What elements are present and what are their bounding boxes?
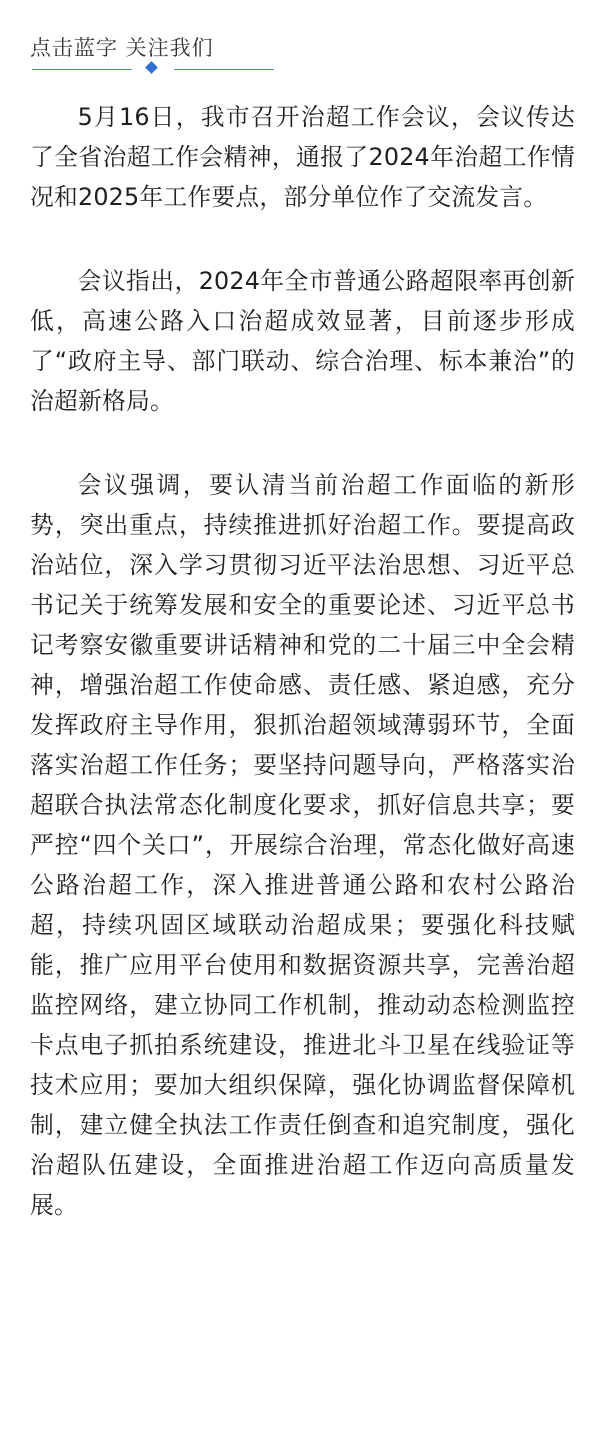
article-paragraph-1: 5月16日，我市召开治超工作会议，会议传达了全省治超工作会精神，通报了2024年治超工作情况和2025年工作要点，部分单位作了交流发言。 xyxy=(30,103,575,211)
divider-line-left xyxy=(32,69,132,70)
diamond-icon xyxy=(145,61,158,74)
follow-us-text[interactable]: 点击蓝字 关注我们 xyxy=(30,36,214,60)
divider-line-right xyxy=(174,69,274,70)
article-paragraph-3: 会议强调，要认清当前治超工作面临的新形势，突出重点，持续推进抓好治超工作。要提高政治站位，深入学习贯彻习近平法治思想、习近平总书记关于统筹发展和安全的重要论述、习近平总书记考察安徽重要讲话精神和党的二十届三中全会精神，增强治超工作使命感、责任感、紧迫感，充分发挥政府主导作用，狠抓治超领域薄弱环节，全面落实治超工作任务；要坚持问题导向，严格落实治超联合执法常态化制度化要求，抓好信息共享；要严控“四个关口”，开展综合治理，常态化做好高速公路治超工作，深入推进普通公路和农村公路治超，持续巩固区域联动治超成果；要强化科技赋能，推广应用平台使用和数据资源共享，完善治超监控网络，建立协同工作机制，推动动态检测监控卡点电子抓拍系统建设，推进北斗卫星在线验证等技术应用；要加大组织保障，强化协调监督保障机制，建立健全执法工作责任倒查和追究制度，强化治超队伍建设，全面推进治超工作迈向高质量发展。 xyxy=(30,471,575,1219)
article-body xyxy=(30,97,575,1225)
article-paragraph-2: 会议指出，2024年全市普通公路超限率再创新低，高速公路入口治超成效显著，目前逐步形成了“政府主导、部门联动、综合治理、标本兼治”的治超新格局。 xyxy=(30,267,575,415)
follow-us-banner[interactable] xyxy=(30,26,244,82)
